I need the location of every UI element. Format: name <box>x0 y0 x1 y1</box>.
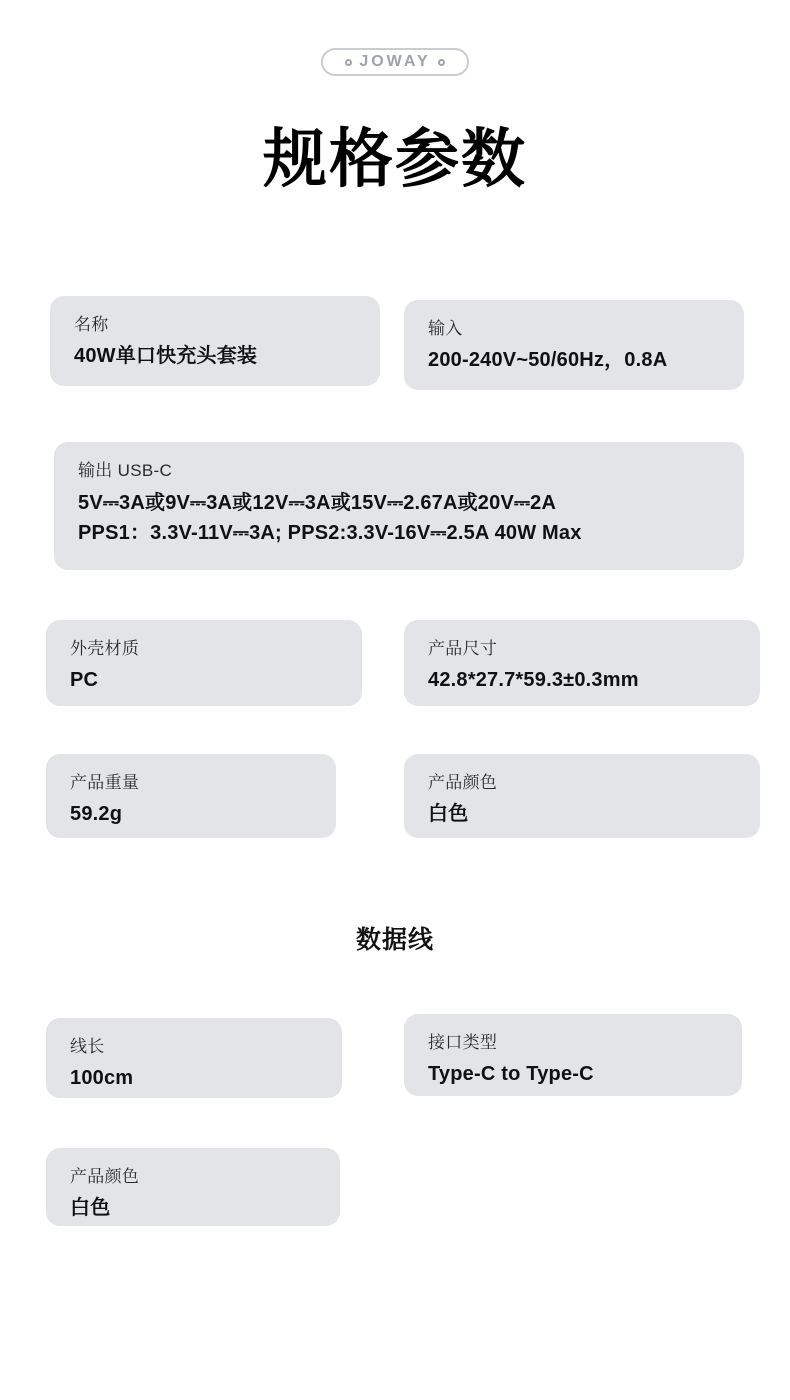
spec-card-product-weight <box>46 754 336 838</box>
spec-card-interface-type <box>404 1014 742 1096</box>
brand-logo <box>0 48 790 76</box>
spec-card-cable-length <box>46 1018 342 1098</box>
spec-label-product-color: 产品颜色 <box>428 773 498 792</box>
spec-label-input: 输入 <box>428 319 463 338</box>
spec-value-cable-color: 白色 <box>70 1197 111 1220</box>
spec-label-name: 名称 <box>74 315 109 334</box>
page-title: 规格参数 <box>263 123 527 195</box>
spec-label-shell-material: 外壳材质 <box>70 639 140 658</box>
spec-label-product-size: 产品尺寸 <box>428 639 498 658</box>
spec-card-name <box>50 296 380 386</box>
spec-card-input <box>404 300 744 390</box>
spec-value-output-line2: PPS1：3.3V-11V⎓3A; PPS2:3.3V-16V⎓2.5A 40W Max <box>78 522 582 545</box>
section-heading-cable: 数据线 <box>355 926 434 954</box>
spec-value-product-color: 白色 <box>428 803 469 826</box>
spec-value-output-line1: 5V⎓3A或9V⎓3A或12V⎓3A或15V⎓2.67A或20V⎓2A <box>78 492 557 515</box>
spec-value-interface-type: Type-C to Type-C <box>428 1063 594 1086</box>
spec-label-output: 输出 USB-C <box>78 461 173 480</box>
spec-label-product-weight: 产品重量 <box>70 773 140 792</box>
spec-label-interface-type: 接口类型 <box>428 1033 498 1052</box>
spec-value-cable-length: 100cm <box>70 1067 134 1090</box>
spec-card-shell-material <box>46 620 362 706</box>
spec-label-cable-length: 线长 <box>70 1037 105 1056</box>
logo-dot-icon <box>345 59 352 66</box>
logo-dot-icon <box>438 59 445 66</box>
spec-value-shell-material: PC <box>70 669 99 692</box>
spec-card-output <box>54 442 744 570</box>
logo-text: JOWAY <box>359 53 431 70</box>
spec-card-product-size <box>404 620 760 706</box>
spec-value-product-size: 42.8*27.7*59.3±0.3mm <box>428 669 639 692</box>
spec-label-cable-color: 产品颜色 <box>70 1167 140 1186</box>
spec-card-product-color <box>404 754 760 838</box>
spec-card-cable-color <box>46 1148 340 1226</box>
spec-value-name: 40W单口快充头套装 <box>74 345 258 368</box>
spec-value-input: 200-240V~50/60Hz，0.8A <box>428 349 668 372</box>
spec-value-product-weight: 59.2g <box>70 803 123 826</box>
logo-pill <box>321 48 468 76</box>
